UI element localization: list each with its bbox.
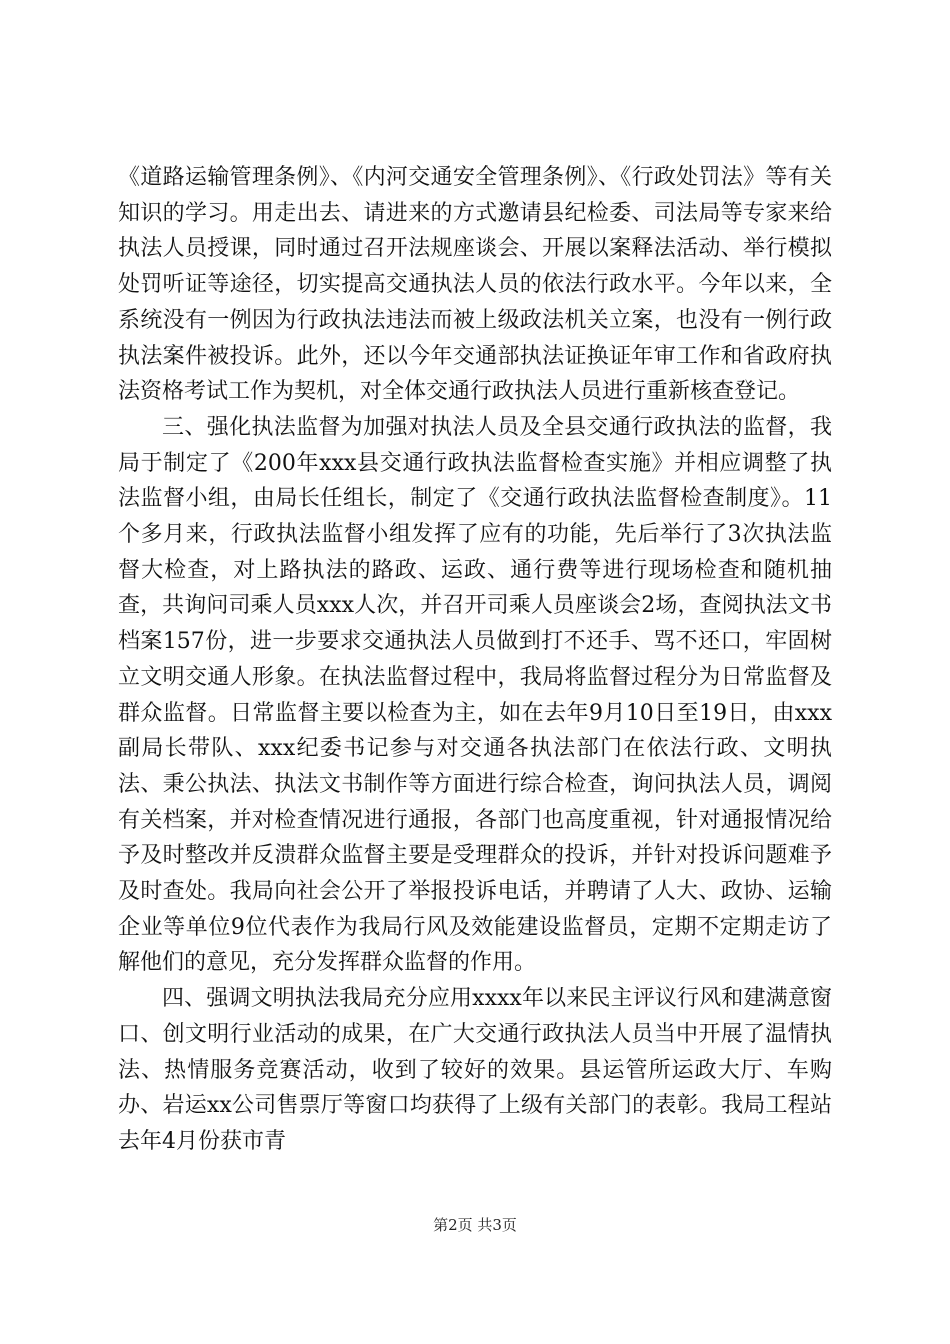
document-body [118,160,832,1160]
paragraph-continued: 《道路运输管理条例》、《内河交通安全管理条例》、《行政处罚法》等有关知识的学习。用走出去、请进来的方式邀请县纪检委、司法局等专家来给执法人员授课，同时通过召开法规座谈会、开展以案释法活动、举行模拟处罚听证等途径，切实提高交通执法人员的依法行政水平。今年以来，全系统没有一例因为行政执法违法而被上级政法机关立案，也没有一例行政执法案件被投诉。此外，还以今年交通部执法证换证年审工作和省政府执法资格考试工作为契机，对全体交通行政执法人员进行重新核查登记。 [118,165,832,405]
paragraph-section-3: 三、强化执法监督为加强对执法人员及全县交通行政执法的监督，我局于制定了《200年xxx县交通行政执法监督检查实施》并相应调整了执法监督小组，由局长任组长，制定了《交通行政执法监督检查制度》。11个多月来，行政执法监督小组发挥了应有的功能，先后举行了3次执法监督大检查，对上路执法的路政、运政、通行费等进行现场检查和随机抽查，共询问司乘人员xxx人次，并召开司乘人员座谈会2场，查阅执法文书档案157份，进一步要求交通执法人员做到打不还手、骂不还口，牢固树立文明交通人形象。在执法监督过程中，我局将监督过程分为日常监督及群众监督。日常监督主要以检查为主，如在去年9月10日至19日，由xxx副局长带队、xxx纪委书记参与对交通各执法部门在依法行政、文明执法、秉公执法、执法文书制作等方面进行综合检查，询问执法人员，调阅有关档案，并对检查情况进行通报，各部门也高度重视，针对通报情况给予及时整改并反溃群众监督主要是受理群众的投诉，并针对投诉问题难予及时查处。我局向社会公开了举报投诉电话，并聘请了人大、政协、运输企业等单位9位代表作为我局行风及效能建设监督员，定期不定期走访了解他们的意见，充分发挥群众监督的作用。 [118,414,832,976]
paragraph-section-4: 四、强调文明执法我局充分应用xxxx年以来民主评议行风和建满意窗口、创文明行业活动的成果，在广大交通行政执法人员当中开展了温情执法、热情服务竞赛活动，收到了较好的效果。县运管所运政大厅、车购办、岩运xx公司售票厅等窗口均获得了上级有关部门的表彰。我局工程站去年4月份获市青 [118,986,832,1154]
page-footer: 第2页 共3页 [433,1216,517,1234]
